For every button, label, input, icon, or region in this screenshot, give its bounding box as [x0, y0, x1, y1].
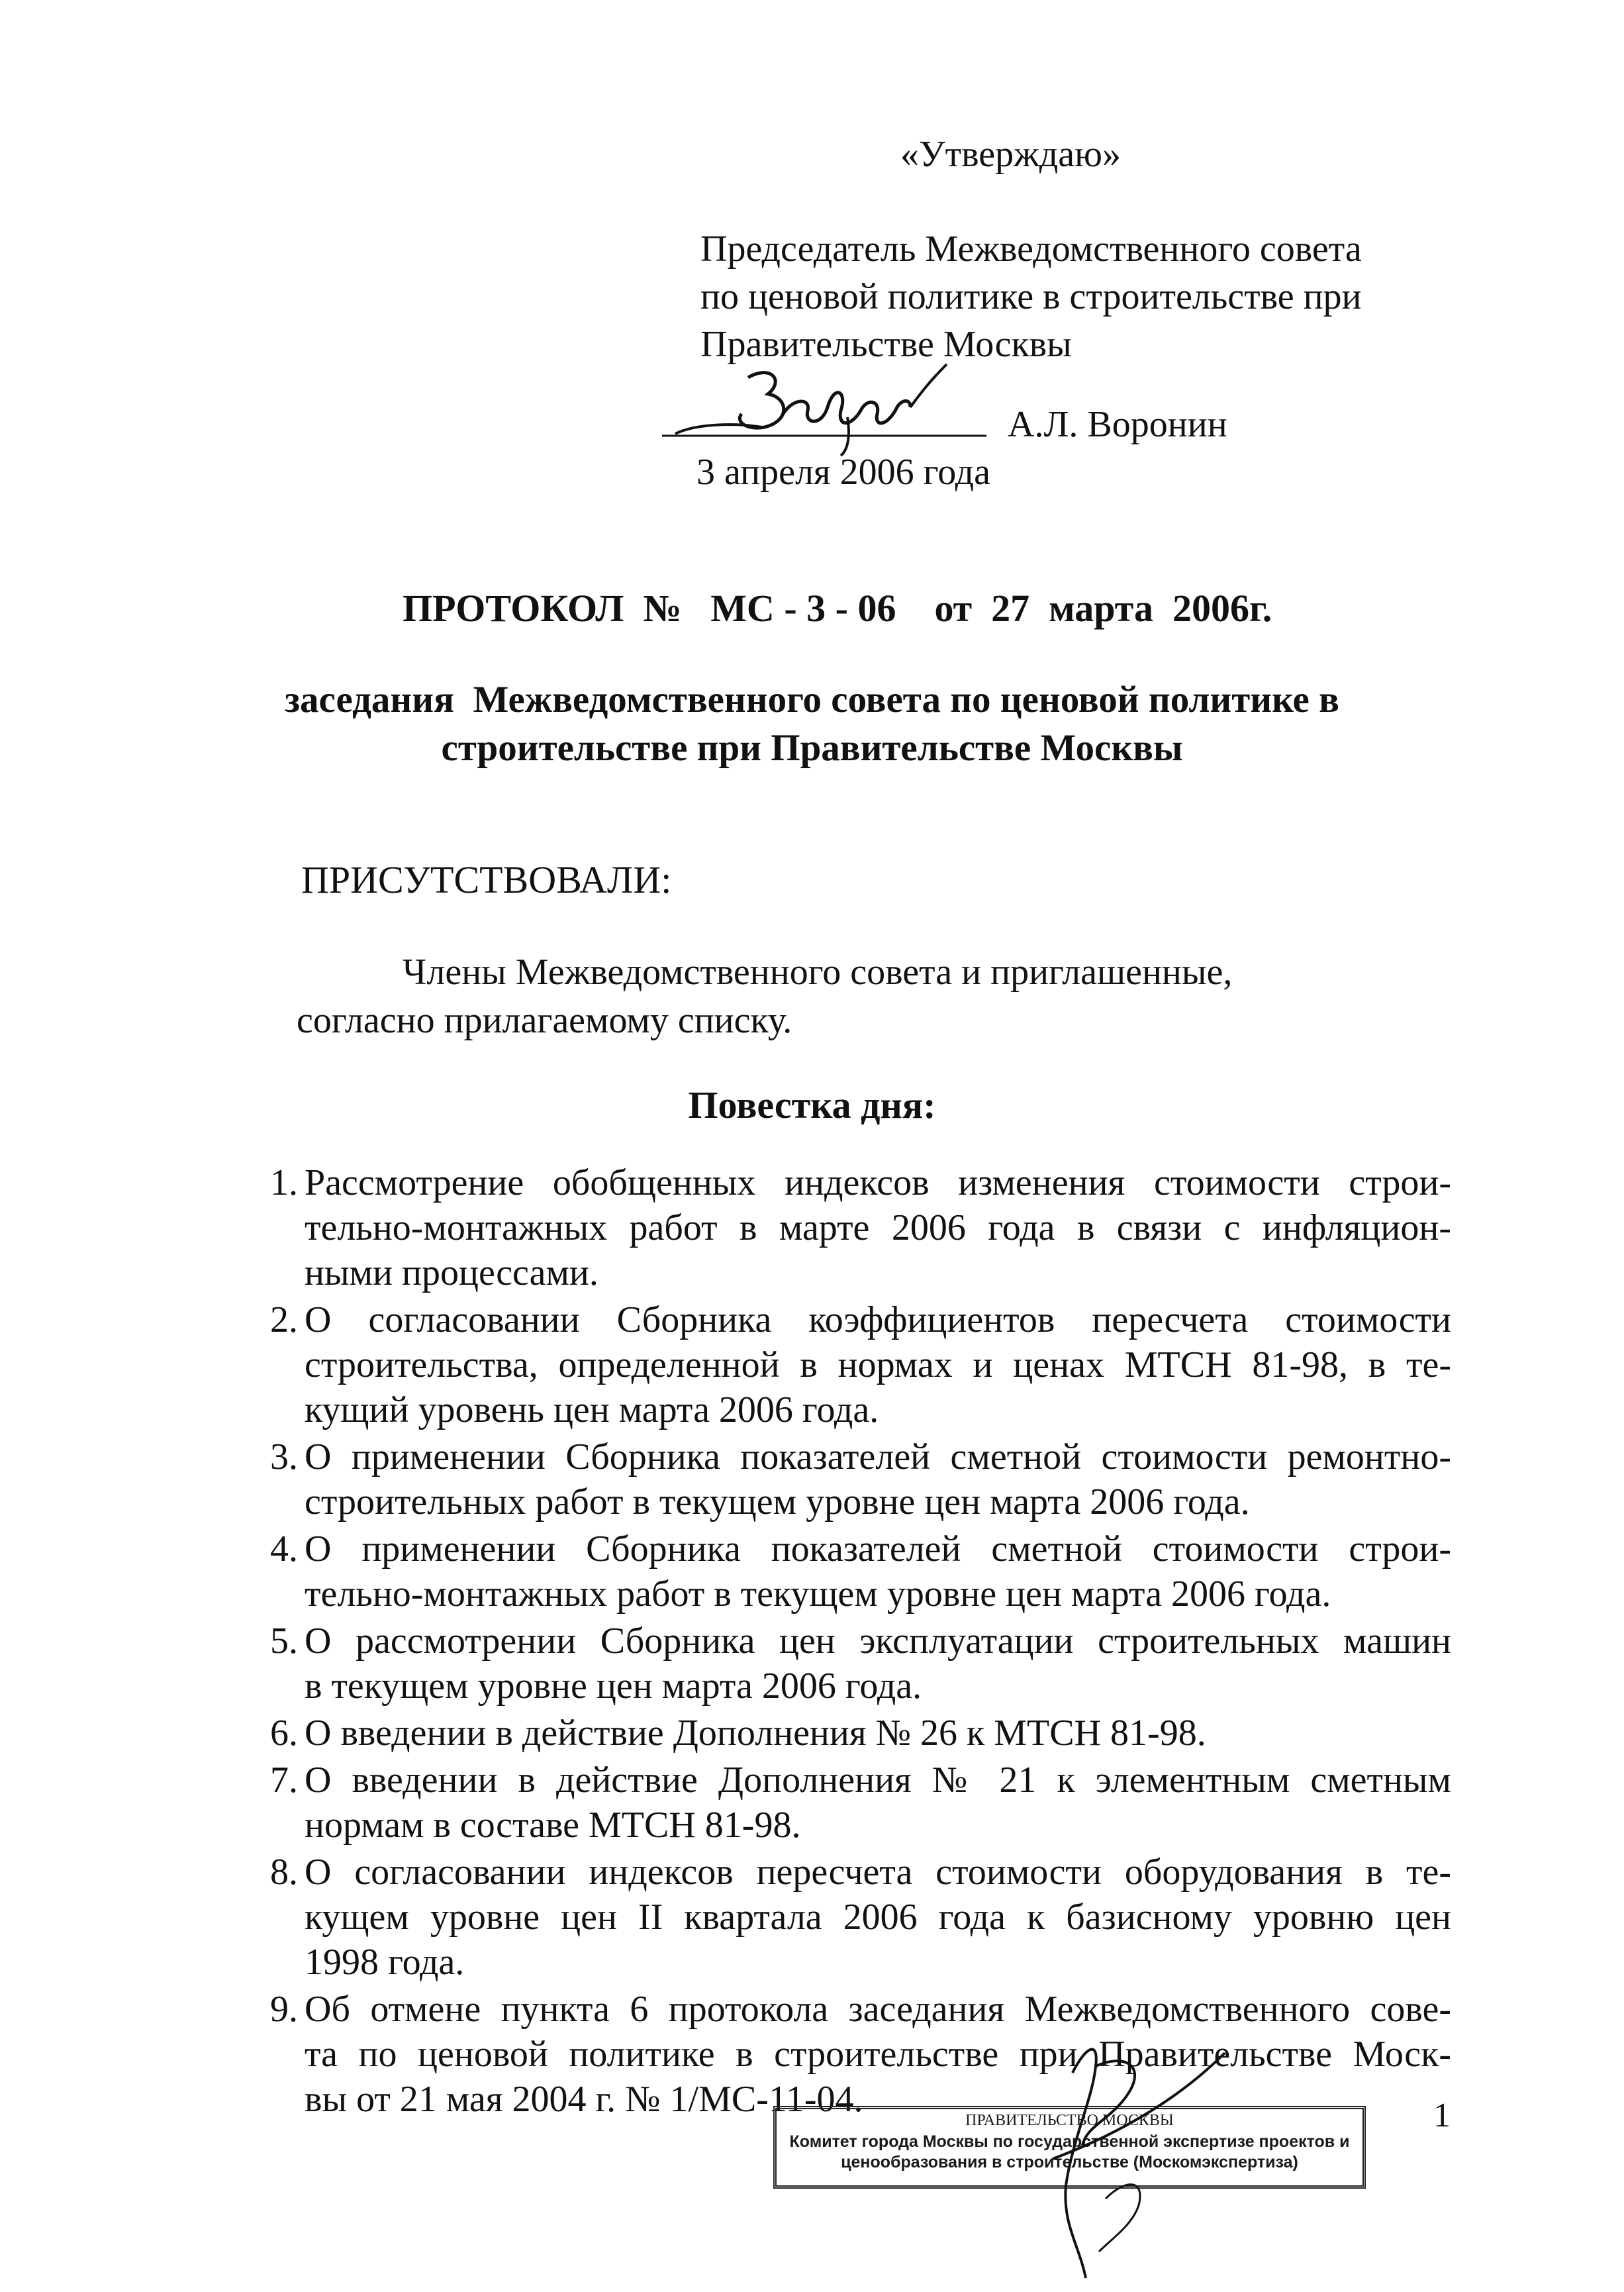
approval-date: 3 апреля 2006 года	[696, 452, 990, 493]
agenda-item-line: строительства, определенной в нормах и ценах МТСН 81-98, в те-	[305, 1344, 1451, 1385]
agenda-item	[240, 1619, 1451, 1709]
agenda-item-line: кущий уровень цен марта 2006 года.	[305, 1389, 879, 1430]
agenda-item-line: О рассмотрении Сборника цен эксплуатации строительных машин	[305, 1620, 1451, 1662]
present-text	[297, 948, 1232, 1045]
agenda-item-number: 9.	[270, 1989, 298, 2030]
agenda-list	[240, 1160, 1451, 2124]
agenda-item-line: ными процессами.	[305, 1252, 598, 1293]
agenda-item-number: 5.	[270, 1620, 298, 1662]
agenda-item	[240, 1526, 1451, 1617]
agenda-item-line: О применении Сборника показателей сметной стоимости строи-	[305, 1528, 1451, 1570]
agenda-item	[240, 1297, 1451, 1432]
chair-line: Председатель Межведомственного совета	[700, 228, 1362, 270]
agenda-item	[240, 1711, 1451, 1756]
agenda-item-line: та по ценовой политике в строительстве при Правительстве Моск-	[305, 2034, 1451, 2075]
agenda-item-line: в текущем уровне цен марта 2006 года.	[305, 1666, 922, 1707]
agenda-item-line: кущем уровне цен II квартала 2006 года к базисному уровню цен	[305, 1897, 1451, 1938]
subject-line: строительстве при Правительстве Москвы	[441, 727, 1183, 769]
agenda-item-number: 4.	[270, 1528, 298, 1570]
agenda-item-line: О введении в действие Дополнения № 26 к МТСН 81-98.	[305, 1713, 1206, 1754]
agenda-item	[240, 1850, 1451, 1985]
agenda-item-line: Рассмотрение обобщенных индексов изменения стоимости строи-	[305, 1162, 1451, 1203]
agenda-item-line: О применении Сборника показателей сметной стоимости ремонтно-	[305, 1436, 1451, 1477]
agenda-item	[240, 1434, 1451, 1524]
agenda-item	[240, 1987, 1451, 2122]
agenda-item-line: О согласовании индексов пересчета стоимости оборудования в те-	[305, 1852, 1451, 1893]
agenda-item-line: 1998 года.	[305, 1942, 465, 1983]
agenda-item-number: 6.	[270, 1713, 298, 1754]
signer-name: А.Л. Воронин	[1008, 404, 1227, 445]
stamp-line: ценообразования в строительстве (Москомэкспертиза)	[841, 2153, 1298, 2171]
agenda-item-line: тельно-монтажных работ в текущем уровне цен марта 2006 года.	[305, 1573, 1331, 1615]
agenda-item-number: 7.	[270, 1760, 298, 1801]
agenda-heading: Повестка дня:	[688, 1083, 936, 1126]
chair-line: по ценовой политике в строительстве при	[700, 276, 1362, 317]
stamp-signature	[973, 2026, 1251, 2291]
subject-line: заседания Межведомственного совета по ценовой политике в	[285, 679, 1339, 721]
present-heading: ПРИСУТСТВОВАЛИ:	[301, 858, 672, 901]
agenda-item-line: Об отмене пункта 6 протокола заседания Межведомственного сове-	[305, 1989, 1451, 2030]
agenda-item-line: строительных работ в текущем уровне цен марта 2006 года.	[305, 1481, 1250, 1522]
agenda-item	[240, 1160, 1451, 1295]
agenda-item-line: О согласовании Сборника коэффициентов пересчета стоимости	[305, 1299, 1451, 1340]
agenda-item-line: О введении в действие Дополнения № 21 к элементным сметным	[305, 1760, 1451, 1801]
approval-header: «Утверждаю»	[900, 134, 1121, 175]
stamp-line: ПРАВИТЕЛЬСТВО МОСКВЫ	[965, 2112, 1174, 2129]
present-line: согласно прилагаемому списку.	[297, 1000, 792, 1041]
agenda-item-number: 8.	[270, 1852, 298, 1893]
agenda-item-number: 2.	[270, 1299, 298, 1340]
present-line: Члены Межведомственного совета и приглашенные,	[403, 952, 1233, 993]
chair-line: Правительстве Москвы	[700, 324, 1072, 365]
meeting-subject	[0, 675, 1624, 772]
page-number: 1	[1433, 2097, 1451, 2134]
agenda-item-line: тельно-монтажных работ в марте 2006 года в связи с инфляцион-	[305, 1207, 1451, 1248]
agenda-item-line: нормам в составе МТСН 81-98.	[305, 1805, 801, 1846]
agenda-item-line: вы от 21 мая 2004 г. № 1/МС-11-04.	[305, 2079, 863, 2120]
protocol-title: ПРОТОКОЛ № МС - 3 - 06 от 27 марта 2006г.	[403, 587, 1272, 630]
agenda-item-number: 1.	[270, 1162, 298, 1203]
stamp-line: Комитет города Москвы по государственной экспертизе проектов и	[789, 2132, 1350, 2151]
agenda-item-number: 3.	[270, 1436, 298, 1477]
handwritten-signature	[649, 344, 993, 457]
agenda-item	[240, 1758, 1451, 1848]
